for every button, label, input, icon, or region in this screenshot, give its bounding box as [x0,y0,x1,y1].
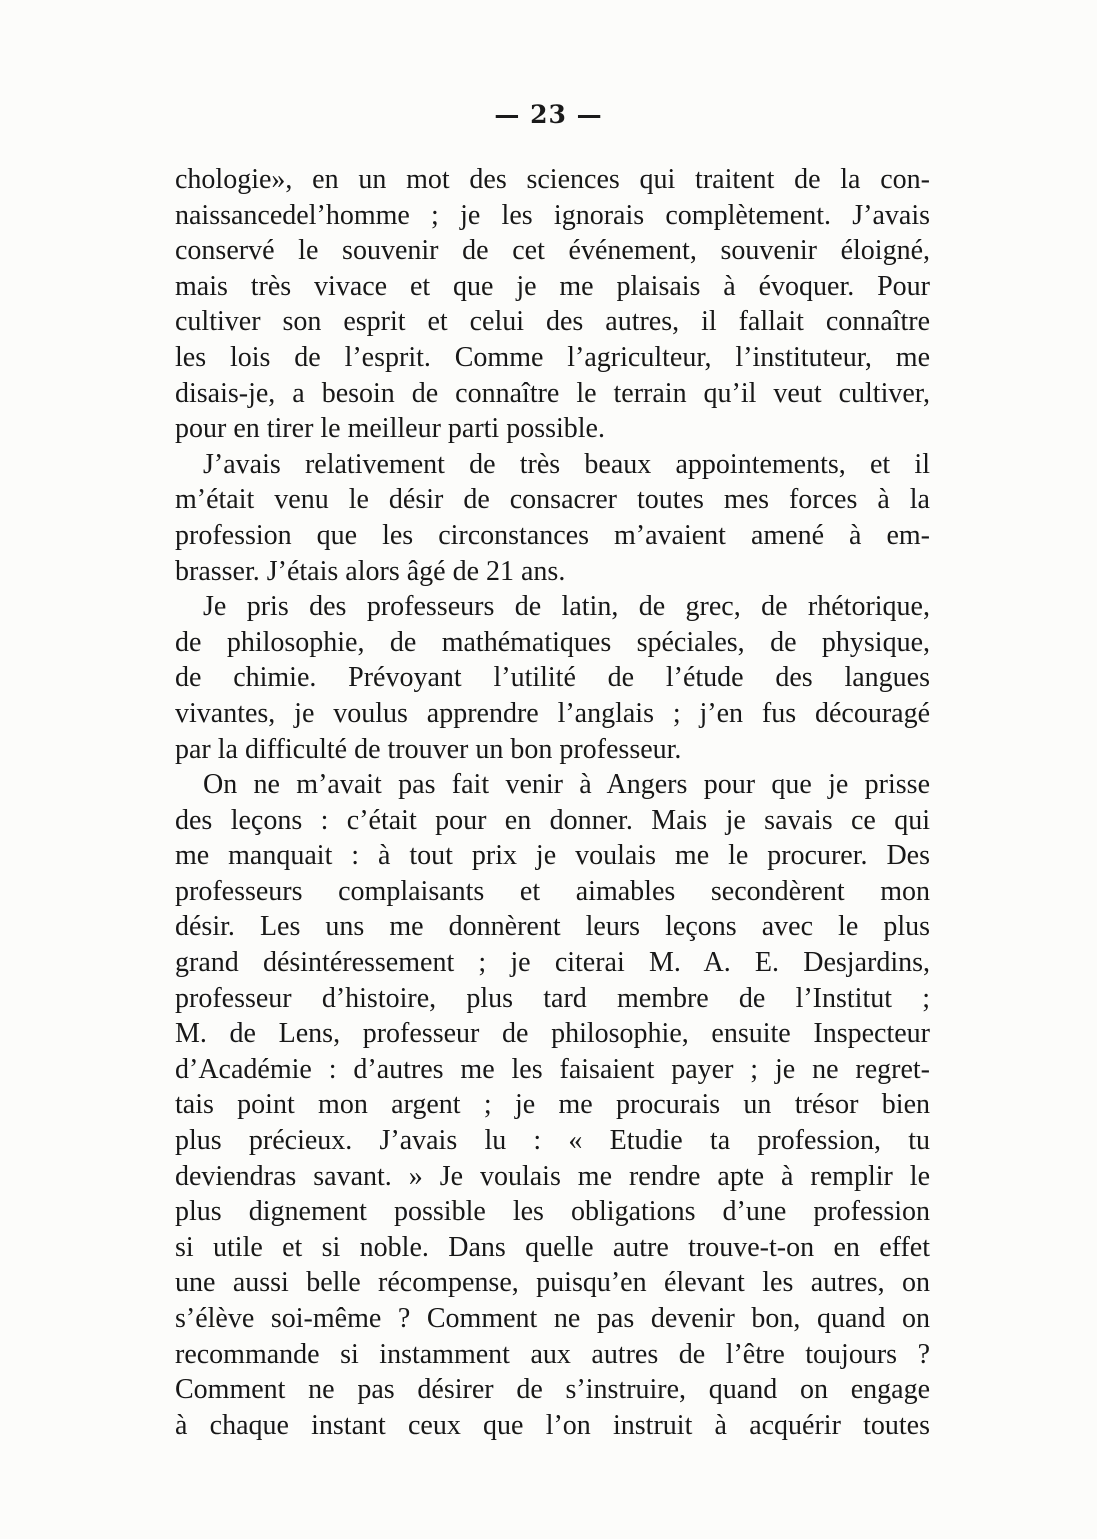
paragraph [175,447,930,589]
text-line: vivantes, je voulus apprendre l’anglais ; j’en fus découragé [175,697,930,729]
text-line: à chaque instant ceux que l’on instruit à acquérir toutes [175,1409,930,1441]
text-line: désir. Les uns me donnèrent leurs leçons avec le plus [175,911,930,943]
text-line: professeur d’histoire, plus tard membre de l’Institut ; [175,982,930,1014]
page-number: — 23 — [494,100,603,129]
text-line: brasser. J’étais alors âgé de 21 ans. [175,555,566,587]
text-line: une aussi belle récompense, puisqu’en élevant les autres, on [175,1267,930,1299]
text-line: des leçons : c’était pour en donner. Mais je savais ce qui [175,804,930,836]
text-line: plus dignement possible les obligations d’une profession [175,1196,930,1228]
text-line: les lois de l’esprit. Comme l’agriculteur, l’instituteur, me [175,341,930,373]
text-line: grand désintéressement ; je citerai M. A. E. Desjardins, [175,947,930,979]
text-line: pour en tirer le meilleur parti possible. [175,413,605,445]
text-line: naissancedel’homme ; je les ignorais complètement. J’avais [175,199,930,231]
text-line: s’élève soi-même ? Comment ne pas devenir bon, quand on [175,1303,930,1334]
text-line: deviendras savant. » Je voulais me rendre apte à remplir le [175,1160,930,1192]
text-line: chologie», en un mot des sciences qui traitent de la con- [175,164,930,195]
text-line: si utile et si noble. Dans quelle autre trouve-t-on en effet [175,1231,930,1263]
paragraph [175,767,930,1443]
text-line: plus précieux. J’avais lu : « Etudie ta profession, tu [175,1125,930,1157]
text-line: Comment ne pas désirer de s’instruire, quand on engage [175,1374,930,1406]
text-line: m’était venu le désir de consacrer toutes mes forces à la [175,484,930,516]
text-line: professeurs complaisants et aimables secondèrent mon [175,875,930,907]
text-line: profession que les circonstances m’avaient amené à em- [175,519,930,551]
text-line: M. de Lens, professeur de philosophie, ensuite Inspecteur [175,1018,930,1050]
text-line: par la difficulté de trouver un bon professeur. [175,733,682,765]
text-line: d’Académie : d’autres me les faisaient payer ; je ne regret- [175,1053,930,1085]
text-line: On ne m’avait pas fait venir à Angers pour que je prisse [203,769,930,801]
text-line: de chimie. Prévoyant l’utilité de l’étude des langues [175,662,930,694]
text-line: recommande si instamment aux autres de l’être toujours ? [175,1338,930,1370]
body-text [175,162,930,1443]
text-line: J’avais relativement de très beaux appointements, et il [203,448,930,480]
text-line: me manquait : à tout prix je voulais me le procurer. Des [175,840,930,872]
text-line: Je pris des professeurs de latin, de grec, de rhétorique, [203,591,930,623]
paragraph [175,162,930,447]
paragraph [175,589,930,767]
text-line: mais très vivace et que je me plaisais à évoquer. Pour [175,270,930,302]
text-line: disais-je, a besoin de connaître le terrain qu’il veut cultiver, [175,377,930,409]
text-line: cultiver son esprit et celui des autres, il fallait connaître [175,306,930,338]
text-line: conservé le souvenir de cet événement, souvenir éloigné, [175,235,930,267]
text-line: de philosophie, de mathématiques spéciales, de physique, [175,626,930,658]
text-line: tais point mon argent ; je me procurais un trésor bien [175,1089,930,1121]
